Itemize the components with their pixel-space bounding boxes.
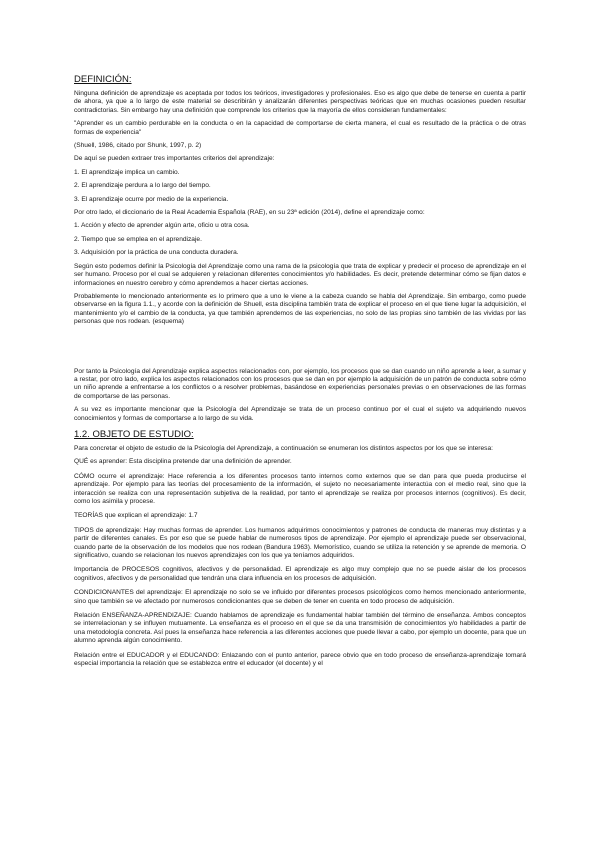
aspect-tipos: TIPOS de aprendizaje: Hay muchas formas de aprender. Los humanos adquirimos conocimientos y patrones de conducta de maneras muy distintas y a partir de diferentes canales. Es por eso que se puede hablar de numerosos tipos de aprendizaje. Por ejemplo el aprendizaje puede ser observacional, cuando parte de la observación de los modelos que nos rodean (Bandura 1963). Memorístico, cuando se utiliza la retención y se aprende de memoria. O significativo, cuando se relacionan los nuevos aprendizajes con los que ya teníamos adquiridos. <box>74 526 526 560</box>
aspect-educador: Relación entre el EDUCADOR y el EDUCANDO: Enlazando con el punto anterior, parece obvio que en todo proceso de enseñanza-aprendizaje tomará especial importancia la relación que se establezca entre el educador (el docente) y el <box>74 651 526 668</box>
criteria-item: 2. El aprendizaje perdura a lo largo del tiempo. <box>74 182 211 190</box>
rae-definition-item: 1. Acción y efecto de aprender algún arte, oficio u otra cosa. <box>74 222 250 230</box>
aspect-procesos: Importancia de PROCESOS cognitivos, afectivos y de personalidad. El aprendizaje es algo muy complejo que no se puede aislar de los procesos cognitivos, afectivos y de personalidad que tendrán una clara influencia en los procesos de adquisición. <box>74 566 526 582</box>
intro-paragraph: Ninguna definición de aprendizaje es aceptada por todos los teóricos, investigadores y profesionales. Eso es algo que debe de tenerse en cuenta a partir de ahora, ya que a lo largo de este material se describirán y analizarán diferentes perspectivas teóricas que en muchas ocasiones pueden resultar contradictorias. Sin embargo hay una definición que comprende los criterios que la mayoría de ellos consideran fundamentales: <box>74 90 526 114</box>
shuell-quote: "Aprender es un cambio perdurable en la conducta o en la capacidad de comportarse de cierta manera, el cual es resultado de la práctica o de otras formas de experiencia" <box>74 120 526 136</box>
aspect-como: CÓMO ocurre el aprendizaje: Hace referencia a los diferentes procesos tanto internos como externos que se dan para que pueda producirse el aprendizaje. Por ejemplo para las teorías del procesamiento de la información, el sujeto no necesariamente interactúa con el medio real, sino que la interacción se realiza con una representación subjetiva de la realidad, por tanto el aprendizaje se realiza por procesos internos (cognitivos). Es decir, como los asimila y procese. <box>74 472 526 505</box>
rae-intro: Por otro lado, el diccionario de la Real Academia Española (RAE), en su 23ª edición (2014), define el aprendizaje como: <box>74 209 425 217</box>
aspect-que: QUÉ es aprender: Esta disciplina pretende dar una definición de aprender. <box>74 458 292 466</box>
criteria-item: 1. El aprendizaje implica un cambio. <box>74 168 180 176</box>
criteria-item: 3. El aprendizaje ocurre por medio de la experiencia. <box>74 195 229 203</box>
quote-citation: (Shuell, 1986, citado por Shunk, 1997, p. 2) <box>74 142 202 150</box>
heading-definicion: DEFINICIÓN: <box>74 74 132 85</box>
aspect-condicionantes: CONDICIONANTES del aprendizaje: El aprendizaje no solo se ve influido por diferentes procesos psicológicos como hemos mencionado anteriormente, sino que también se ve afectado por numerosos condicionantes que se deben de tener en cuenta en todo proceso de adquisición. <box>74 589 526 605</box>
aspect-teorias: TEORÍAS que explican el aprendizaje: 1.7 <box>74 512 198 520</box>
heading-objeto-de-estudio: 1.2. OBJETO DE ESTUDIO: <box>74 428 194 440</box>
aspect-ensenanza: Relación ENSEÑANZA-APRENDIZAJE: Cuando hablamos de aprendizaje es fundamental hablar también del término de enseñanza. Ambos conceptos se interrelacionan y se influyen mutuamente. La enseñanza es el proceso en el que se da una transmisión de conocimientos y/o habilidades a partir de una metodología concreta. Así pues la enseñanza hace referencia a las diferentes acciones que puede llevar a cabo, por ejemplo un docente, para que un alumno aprenda algún conocimiento. <box>74 612 526 645</box>
explains-paragraph: Por tanto la Psicología del Aprendizaje explica aspectos relacionados con, por ejemplo, los procesos que se dan cuando un niño aprende a leer, a sumar y a restar, por otro lado, explica los aspectos relacionados con los procesos que se dan en por ejemplo la adquisición de un patrón de conducta sobre cómo un niño aprende a enfrentarse a los conflictos o a resolver problemas, basándose en experiencias personales previas o en observaciones de las formas de comportarse de las personas. <box>74 367 526 400</box>
rae-definition-item: 2. Tiempo que se emplea en el aprendizaje. <box>74 235 202 243</box>
rae-definition-item: 3. Adquisición por la práctica de una conducta duradera. <box>74 249 239 257</box>
criteria-intro: De aquí se pueden extraer tres importantes criterios del aprendizaje: <box>74 155 275 163</box>
continuous-process-paragraph: A su vez es importante mencionar que la Psicología del Aprendizaje se trata de un proceso continuo por el cual el sujeto va adquiriendo nuevos conocimientos y formas de comportarse a lo largo de su vida. <box>74 406 526 422</box>
figure-placeholder-gap <box>74 332 526 368</box>
object-intro: Para concretar el objeto de estudio de la Psicología del Aprendizaje, a continuación se enumeran los distintos aspectos por los que se interesa: <box>74 444 493 452</box>
figure-paragraph: Probablemente lo mencionado anteriormente es lo primero que a uno le viene a la cabeza cuando se habla del Aprendizaje. Sin embargo, como puede observarse en la figura 1.1., y acorde con la definición de Shuell, esta disciplina también trata de explicar el proceso en el que tiene lugar la adquisición, el mantenimiento y/o el cambio de la conducta, ya que también aprendemos de las experiencias, no solo de las propias sino también de las vividas por las personas que nos rodean. (esquema) <box>74 292 526 326</box>
psychology-definition: Según esto podemos definir la Psicología del Aprendizaje como una rama de la psicología que trata de explicar y predecir el proceso de aprendizaje en el ser humano. Proceso por el cual se adquieren y relacionan diferentes conocimientos y/o habilidades. Es decir, pretende determinar cómo se fijan datos e informaciones en nuestro cerebro y cómo aprendemos a hacer ciertas acciones. <box>74 262 526 287</box>
